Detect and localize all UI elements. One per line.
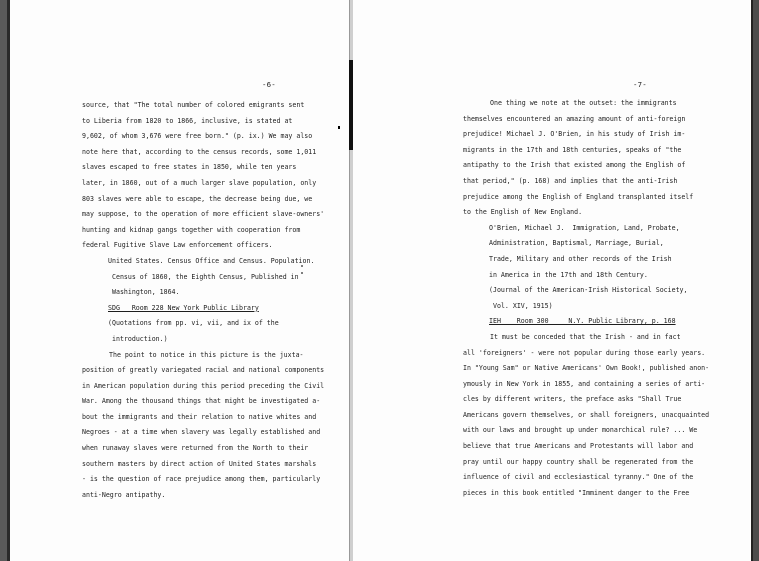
text-line: may suppose, to the operation of more efficient slave-owners' — [82, 210, 325, 219]
scan-right-edge — [751, 0, 759, 561]
text-line: One thing we note at the outset: the immigrants — [490, 99, 677, 107]
text-line: federal Fugitive Slave Law enforcement officers. — [82, 241, 273, 250]
text-line: hunting and kidnap gangs together with cooperation from — [82, 225, 301, 234]
text-line: ymously in New York in 1855, and containing a series of arti- — [463, 379, 706, 388]
text-line: in America in the 17th and 18th Century. — [489, 270, 648, 279]
text-line: slaves escaped to free states in 1850, while ten years — [82, 163, 297, 172]
text-line: In "Young Sam" or Native Americans' Own Book!, published anon- — [463, 364, 710, 373]
text-line: Administration, Baptismal, Marriage, Burial, — [489, 239, 664, 248]
text-line: Americans govern themselves, or shall foreigners, unacquainted — [463, 410, 710, 419]
text-line: IEH Room 300 N.Y. Public Library, p. 168 — [489, 317, 676, 326]
scan-speck — [338, 126, 340, 129]
text-line: O'Brien, Michael J. Immigration, Land, Probate, — [489, 223, 680, 232]
scan-left-edge — [0, 0, 10, 561]
text-line: all 'foreigners' - were not popular during those early years. — [463, 348, 706, 357]
text-line: in American population during this period preceding the Civil — [82, 381, 325, 390]
text-line: to the English of New England. — [463, 208, 583, 217]
text-line: Census of 1860, the Eighth Census, Published in — [112, 272, 299, 281]
text-line: It must be conceded that the Irish - and in fact — [490, 332, 681, 341]
text-line: - is the question of race prejudice among them, particularly — [82, 475, 321, 484]
text-line: antipathy to the Irish that existed among the English of — [463, 161, 686, 170]
text-line: position of greatly variegated racial and national components — [82, 366, 325, 375]
text-line: migrants in the 17th and 18th centuries, speaks of "the — [463, 145, 682, 154]
text-line: themselves encountered an amazing amount of anti-foreign — [463, 114, 686, 123]
text-line: United States. Census Office and Census. Population. — [108, 256, 315, 265]
text-line: anti-Negro antipathy. — [82, 490, 166, 499]
left-page-number: -6- — [262, 80, 276, 89]
text-line: bout the immigrants and their relation to native whites and — [82, 412, 317, 421]
text-line: Vol. XIV, 1915) — [493, 301, 553, 310]
text-line: prejudice! Michael J. O'Brien, in his study of Irish im- — [463, 130, 686, 139]
text-line: with our laws and brought up under monarchical rule? ... We — [463, 426, 698, 435]
text-line: 9,602, of whom 3,676 were free born." (p. ix.) We may also — [82, 132, 313, 141]
text-line: Washington, 1864. — [112, 288, 180, 297]
text-line: source, that "The total number of colored emigrants sent — [82, 101, 305, 109]
text-line: prejudice among the English of England transplanted itself — [463, 192, 694, 201]
text-line: SDG Room 228 New York Public Library — [108, 303, 259, 312]
text-line: later, in 1860, out of a much larger slave population, only — [82, 178, 317, 187]
text-line: influence of civil and ecclesiastical tyranny." One of the — [463, 473, 694, 482]
text-line: War. Among the thousand things that might be investigated a- — [82, 397, 321, 406]
text-line: pieces in this book entitled "Imminent danger to the Free — [463, 488, 690, 497]
text-line: to Liberia from 1820 to 1866, inclusive, is stated at — [82, 116, 293, 125]
text-line: 803 slaves were able to escape, the decrease being due, we — [82, 194, 313, 203]
text-line: when runaway slaves were returned from the North to their — [82, 444, 309, 453]
text-line: The point to notice in this picture is the juxta- — [109, 350, 304, 359]
text-line: believe that true Americans and Protestants will labor and — [463, 442, 694, 451]
text-line: that period," (p. 168) and implies that the anti-Irish — [463, 176, 678, 185]
text-line: introduction.) — [112, 334, 168, 343]
text-line: (Quotations from pp. vi, vii, and ix of the — [108, 319, 279, 328]
text-line: Trade, Military and other records of the Irish — [489, 254, 672, 263]
text-line: southern masters by direct action of United States marshals — [82, 459, 317, 468]
text-line: (Journal of the American-Irish Historical Society, — [489, 286, 688, 295]
text-line: Negroes - at a time when slavery was legally established and — [82, 428, 321, 437]
right-page-number: -7- — [633, 80, 647, 89]
text-line: note here that, according to the census records, some 1,011 — [82, 147, 317, 156]
text-line: cles by different writers, the preface asks "Shall True — [463, 395, 682, 404]
right-page-text — [463, 96, 709, 501]
text-line: pray until our happy country shall be regenerated from the — [463, 457, 694, 466]
left-page-text — [82, 98, 324, 503]
